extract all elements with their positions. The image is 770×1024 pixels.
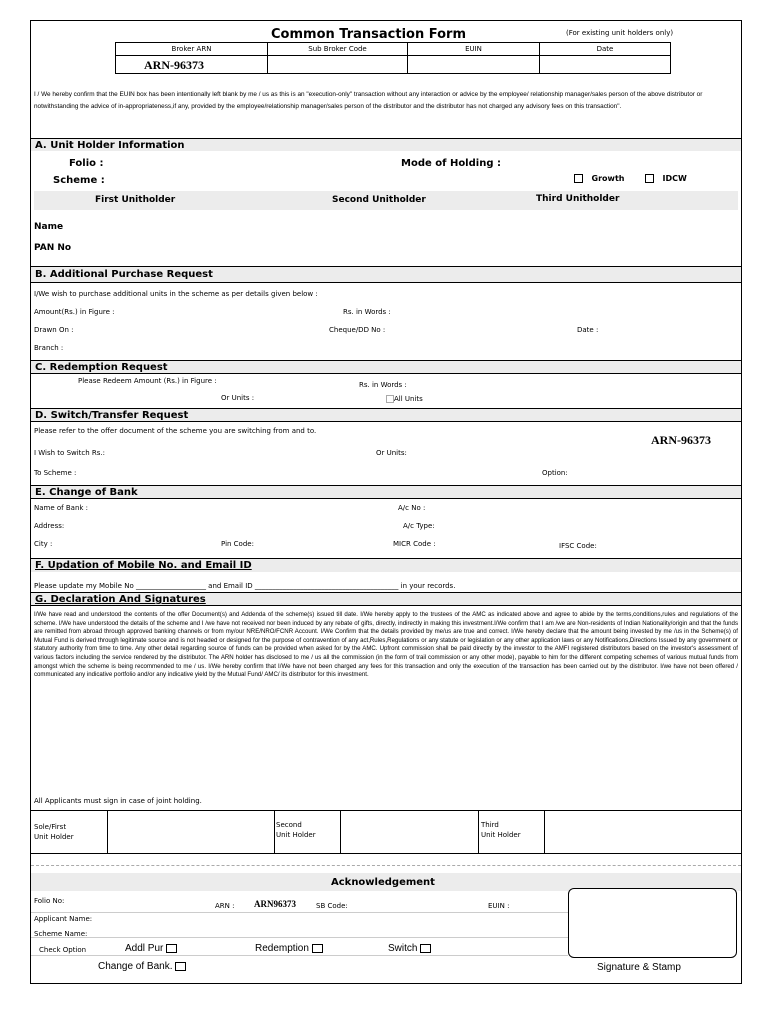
- rs-words-label: Rs. in Words :: [343, 308, 391, 316]
- switch-units-label: Or Units:: [376, 449, 407, 457]
- check-option-label: Check Option: [39, 946, 87, 954]
- bank-name-label: Name of Bank :: [34, 504, 89, 512]
- change-bank-option[interactable]: Change of Bank.: [98, 961, 186, 972]
- col-sub-broker: Sub Broker Code: [267, 42, 408, 56]
- cheque-no-label: Cheque/DD No :: [329, 326, 386, 334]
- address-label: Address:: [34, 522, 65, 530]
- switch-option-label: Option:: [542, 469, 568, 477]
- ack-euin-label: EUIN :: [488, 902, 510, 910]
- sole-first-label: Sole/First Unit Holder: [34, 823, 74, 841]
- euin-field[interactable]: [407, 55, 540, 74]
- to-scheme-label: To Scheme :: [34, 469, 77, 477]
- ack-arn-label: ARN :: [215, 902, 235, 910]
- section-b-header: B. Additional Purchase Request: [31, 266, 741, 282]
- date-field[interactable]: [539, 55, 671, 74]
- all-units-option[interactable]: All Units: [386, 395, 423, 403]
- first-unitholder-label: First Unitholder: [95, 195, 176, 205]
- change-bank-checkbox[interactable]: [175, 962, 186, 971]
- branch-label: Branch :: [34, 344, 64, 352]
- switch-arn: ARN-96373: [651, 433, 711, 447]
- pan-label: PAN No: [34, 243, 72, 253]
- pin-code-label: Pin Code:: [221, 540, 254, 548]
- scheme-label: Scheme :: [53, 175, 105, 186]
- drawn-on-label: Drawn On :: [34, 326, 74, 334]
- micr-label: MICR Code :: [393, 540, 436, 548]
- joint-holding-note: All Applicants must sign in case of joint holding.: [34, 797, 202, 805]
- second-holder-label: Second Unit Holder: [276, 821, 316, 839]
- switch-option[interactable]: Switch: [388, 943, 431, 954]
- addl-pur-option[interactable]: Addl Pur: [125, 943, 177, 954]
- declaration-text: I/We have read and understood the contents of the offer Document(s) and Addenda of the scheme(s) issued till date. I/We hereby apply to the trustees of the AMC as indicated above and agree to abide by the terms,conditions,rules and regulations of the scheme. I/We have understood the details of the scheme and I /we have not received nor been induced by any rebate of gifts, directly, indirectly in making this investment.I/We confirm that I am /we are Non-residents of Indian Nationality/origin and that the funds are remitted from abroad through approved banking channels or from my/our NRE/NRO/FCNR Account. I/We Confirm that the details provided by me/us are true and correct. I/We hereby declare that the amount being invested by me /us in the Scheme(s) of Mutual Fund is derived through legitimate source and is not headed or designed for the purpose of contravention of any act,Rules,Regulations or any statute or legislation or any other application laws or any Notifications,Directions Issued by any government or statutory authority from time to time. Any other detail regarding source of funds can be provided when asked for by the AMC. Upfront commission shall be paid directly by the investor to the AMFI registered distributors based on the investor's assessment of various factors including the service rendered by the distributor. The ARN holder has disclosed to me / us all the commission (in the form of trail commission or any other mode), payable to him for the different competing schemes of various mutual funds from amongst which the scheme is being recommended to me / us. I/We hereby confirm that I/We have not been charged any fees for this transaction and only the execution of the transaction has been carried out by the distributor. I/we have not been offered / communicated any indicative portfolio and/or any indicative yield by the Mutual Fund/ AMC/ its distributor for this investment.: [34, 611, 738, 679]
- ack-applicant-label: Applicant Name:: [34, 915, 93, 923]
- euin-disclaimer: I / We hereby confirm that the EUIN box has been intentionally left blank by me / us as this is an "execution-only" transaction without any interaction or advice by the employee/ relationship manager/sales person of the above distributor or notwithstanding the advice of in-appropriateness,if any, provided by the employee/relationship manager/sales person of the distributor and the distributor has not charged any advisory fees on this transaction".: [34, 91, 703, 110]
- third-signature-box[interactable]: [545, 811, 675, 852]
- col-euin: EUIN: [407, 42, 540, 56]
- col-date: Date: [539, 42, 671, 56]
- idcw-option[interactable]: IDCW: [645, 174, 687, 183]
- cheque-date-label: Date :: [577, 326, 599, 334]
- idcw-checkbox[interactable]: [645, 174, 654, 183]
- mobile-email-line: Please update my Mobile No ____________________ and Email ID _________________________________________ in your records.: [34, 582, 456, 590]
- name-label: Name: [34, 222, 64, 232]
- redemption-option[interactable]: Redemption: [255, 943, 323, 954]
- section-g-header: G. Declaration And Signatures: [31, 592, 741, 605]
- growth-checkbox[interactable]: [574, 174, 583, 183]
- form-note: (For existing unit holders only): [566, 29, 674, 37]
- second-unitholder-label: Second Unitholder: [332, 195, 426, 205]
- all-units-checkbox[interactable]: [386, 395, 394, 403]
- switch-intro: Please refer to the offer document of the scheme you are switching from and to.: [34, 427, 317, 435]
- second-signature-box[interactable]: [341, 811, 477, 852]
- redeem-rs-words-label: Rs. in Words :: [359, 381, 407, 389]
- addl-pur-checkbox[interactable]: [166, 944, 177, 953]
- section-c-header: C. Redemption Request: [31, 360, 741, 373]
- amount-figure-label: Amount(Rs.) in Figure :: [34, 308, 115, 316]
- col-broker-arn: Broker ARN: [115, 42, 268, 56]
- purchase-intro: I/We wish to purchase additional units in the scheme as per details given below :: [34, 290, 318, 298]
- section-a-header: A. Unit Holder Information: [31, 138, 741, 151]
- folio-label: Folio :: [69, 158, 104, 169]
- broker-arn-value[interactable]: ARN-96373: [115, 55, 268, 74]
- form-title: Common Transaction Form: [271, 27, 466, 42]
- sub-broker-field[interactable]: [267, 55, 408, 74]
- transaction-form: [30, 20, 742, 984]
- third-unitholder-label: Third Unitholder: [536, 194, 620, 204]
- redeem-amount-label: Please Redeem Amount (Rs.) in Figure :: [78, 377, 217, 385]
- ack-sb-code-label: SB Code:: [316, 902, 348, 910]
- switch-rs-label: I Wish to Switch Rs.:: [34, 449, 106, 457]
- ack-folio-label: Folio No:: [34, 897, 65, 905]
- third-holder-label: Third Unit Holder: [481, 821, 521, 839]
- redeem-units-label: Or Units :: [221, 394, 255, 402]
- sole-first-signature-box[interactable]: [108, 811, 273, 852]
- growth-option[interactable]: Growth: [574, 174, 624, 183]
- mode-of-holding-label: Mode of Holding :: [401, 158, 501, 169]
- signature-stamp-box[interactable]: [568, 888, 737, 958]
- ac-no-label: A/c No :: [398, 504, 426, 512]
- section-e-header: E. Change of Bank: [31, 485, 741, 498]
- ack-title: Acknowledgement: [331, 877, 435, 888]
- ifsc-label: IFSC Code:: [559, 542, 597, 550]
- ack-arn-value: ARN96373: [254, 899, 296, 909]
- signature-stamp-label: Signature & Stamp: [597, 962, 681, 973]
- ack-scheme-label: Scheme Name:: [34, 930, 88, 938]
- section-f-header: F. Updation of Mobile No. and Email ID: [31, 558, 741, 572]
- redemption-checkbox[interactable]: [312, 944, 323, 953]
- ac-type-label: A/c Type:: [403, 522, 435, 530]
- cut-line: [31, 865, 741, 866]
- city-label: City :: [34, 540, 53, 548]
- section-d-header: D. Switch/Transfer Request: [31, 408, 741, 421]
- switch-checkbox[interactable]: [420, 944, 431, 953]
